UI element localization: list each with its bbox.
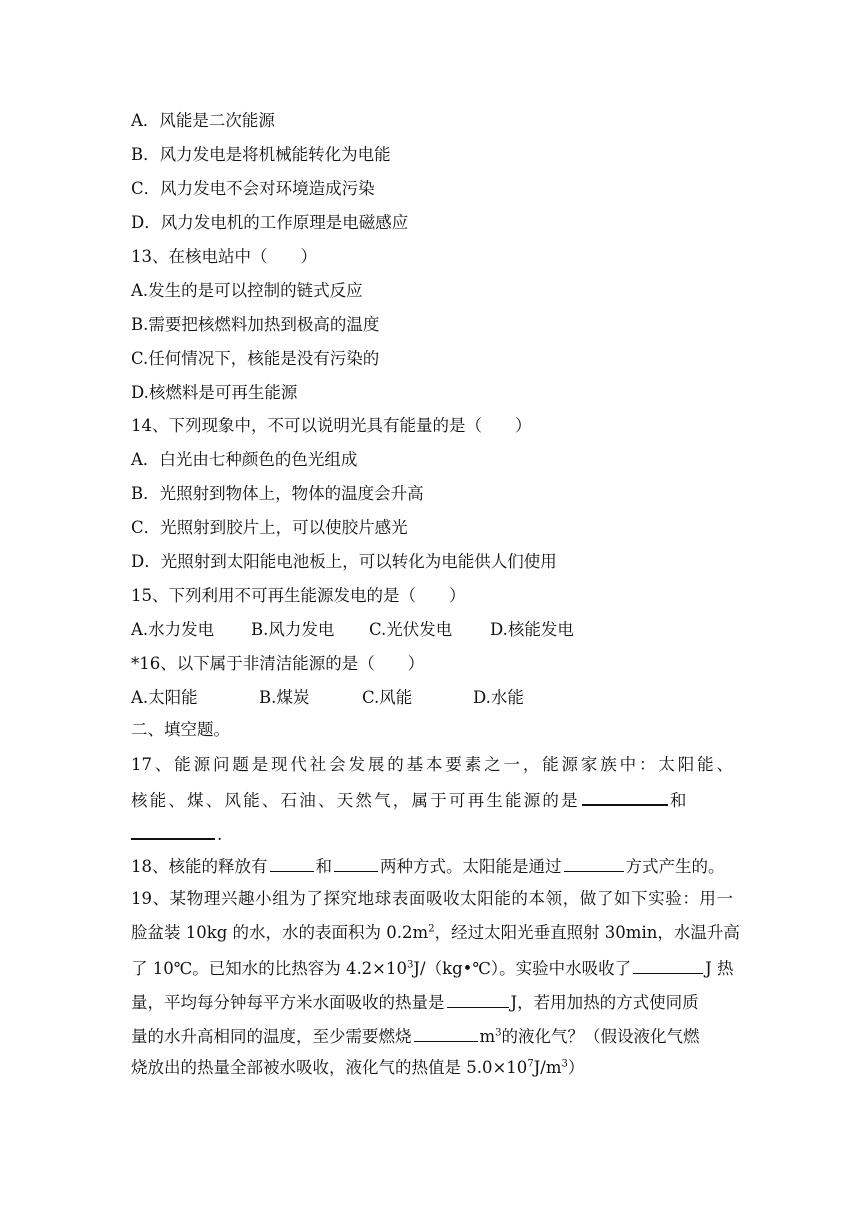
q19-line2-text-b: ，经过太阳光垂直照射 30min，水温升高 xyxy=(434,923,740,942)
q19-line3-text-a: 了 10℃。已知水的比热容为 4.2×10 xyxy=(131,959,408,978)
q13-option-c: C.任何情况下，核能是没有污染的 xyxy=(131,349,380,368)
q19-line6-text-c: ） xyxy=(567,1058,585,1077)
q18-line xyxy=(131,855,725,877)
q16-stem: *16、以下属于非清洁能源的是（ ） xyxy=(131,654,425,673)
q18-text-4: 方式产生的。 xyxy=(625,857,725,876)
q16-option-c: C.风能 xyxy=(362,688,413,707)
q19-line4-text-b: J，若用加热的方式使同质 xyxy=(510,993,699,1012)
q15-stem: 15、下列利用不可再生能源发电的是（ ） xyxy=(131,586,466,605)
q19-line6 xyxy=(131,1058,584,1078)
q18-blank-3 xyxy=(564,855,624,872)
q16-options xyxy=(131,688,524,708)
q18-text-2: 和 xyxy=(315,857,332,876)
q14-stem: 14、下列现象中，不可以说明光具有能量的是（ ） xyxy=(131,416,532,435)
q12-option-b: B．风力发电是将机械能转化为电能 xyxy=(131,145,391,164)
q15-option-c: C.光伏发电 xyxy=(369,620,453,639)
q14-option-c: C．光照射到胶片上，可以使胶片感光 xyxy=(131,518,408,537)
q19-line4-text-a: 量，平均每分钟每平方米水面吸收的热量是 xyxy=(131,993,445,1012)
q15-option-b: B.风力发电 xyxy=(251,620,335,639)
q19-line5-unit: m xyxy=(479,1027,496,1046)
q13-stem: 13、在核电站中（ ） xyxy=(131,247,317,266)
q19-line3 xyxy=(131,957,733,979)
q19-line6-sup-2: 3 xyxy=(561,1058,568,1070)
q19-line1: 19、某物理兴趣小组为了探究地球表面吸收太阳能的本领，做了如下实验：用一 xyxy=(131,889,733,908)
q17-line3 xyxy=(131,822,222,845)
q17-line2 xyxy=(131,788,689,811)
q17-line2-text: 核能、煤、风能、石油、天然气，属于可再生能源的是 xyxy=(131,791,580,810)
q15-options xyxy=(131,620,574,640)
q19-line5-sup: 3 xyxy=(495,1027,502,1039)
q12-option-a: A．风能是二次能源 xyxy=(131,111,275,130)
q17-period: . xyxy=(217,825,223,844)
q14-option-d: D．光照射到太阳能电池板上，可以转化为电能供人们使用 xyxy=(131,552,557,571)
q16-option-d: D.水能 xyxy=(473,688,524,707)
q16-option-b: B.煤炭 xyxy=(259,688,310,707)
section-heading: 二、填空题。 xyxy=(131,720,230,739)
q19-line5 xyxy=(131,1025,700,1047)
q19-line6-sup-1: 7 xyxy=(527,1058,534,1070)
q19-blank-2 xyxy=(447,991,509,1008)
q16-option-a: A.太阳能 xyxy=(131,688,198,707)
q15-option-a: A.水力发电 xyxy=(131,620,215,639)
q13-option-d: D.核燃料是可再生能源 xyxy=(131,383,298,402)
q19-blank-3 xyxy=(414,1025,478,1042)
q18-text-3: 两种方式。太阳能是通过 xyxy=(380,857,562,876)
q12-option-c: C．风力发电不会对环境造成污染 xyxy=(131,179,375,198)
q19-blank-1 xyxy=(633,957,703,974)
q19-line5-text-a: 量的水升高相同的温度，至少需要燃烧 xyxy=(131,1027,412,1046)
q19-line2-sup: 2 xyxy=(428,923,435,935)
q17-blank-1 xyxy=(582,788,668,806)
q17-and: 和 xyxy=(669,791,689,810)
q19-line6-text-a: 烧放出的热量全部被水吸收，液化气的热值是 5.0×10 xyxy=(131,1058,528,1077)
q18-text-1: 18、核能的释放有 xyxy=(131,857,268,876)
q19-line4 xyxy=(131,991,699,1013)
q17-blank-2 xyxy=(131,822,215,840)
q19-line2-text-a: 脸盆装 10kg 的水，水的表面积为 0.2m xyxy=(131,923,429,942)
q15-option-d: D.核能发电 xyxy=(490,620,574,639)
q19-line3-text-c: J 热 xyxy=(705,959,734,978)
q19-line3-text-b: J/（kg•℃）。实验中水吸收了 xyxy=(413,959,632,978)
q19-line6-text-b: J/m xyxy=(533,1058,562,1077)
q12-option-d: D．风力发电机的工作原理是电磁感应 xyxy=(131,213,409,232)
q13-option-a: A.发生的是可以控制的链式反应 xyxy=(131,281,363,300)
q18-blank-2 xyxy=(334,855,378,872)
q14-option-b: B．光照射到物体上，物体的温度会升高 xyxy=(131,484,424,503)
q14-option-a: A．白光由七种颜色的色光组成 xyxy=(131,450,358,469)
q18-blank-1 xyxy=(270,855,314,872)
q19-line2 xyxy=(131,923,740,943)
q19-line5-text-c: 的液化气？（假设液化气燃 xyxy=(501,1027,700,1046)
q17-line1: 17、能源问题是现代社会发展的基本要素之一，能源家族中：太阳能、 xyxy=(131,755,733,774)
q13-option-b: B.需要把核燃料加热到极高的温度 xyxy=(131,315,380,334)
q19-line3-sup: 3 xyxy=(407,959,414,971)
